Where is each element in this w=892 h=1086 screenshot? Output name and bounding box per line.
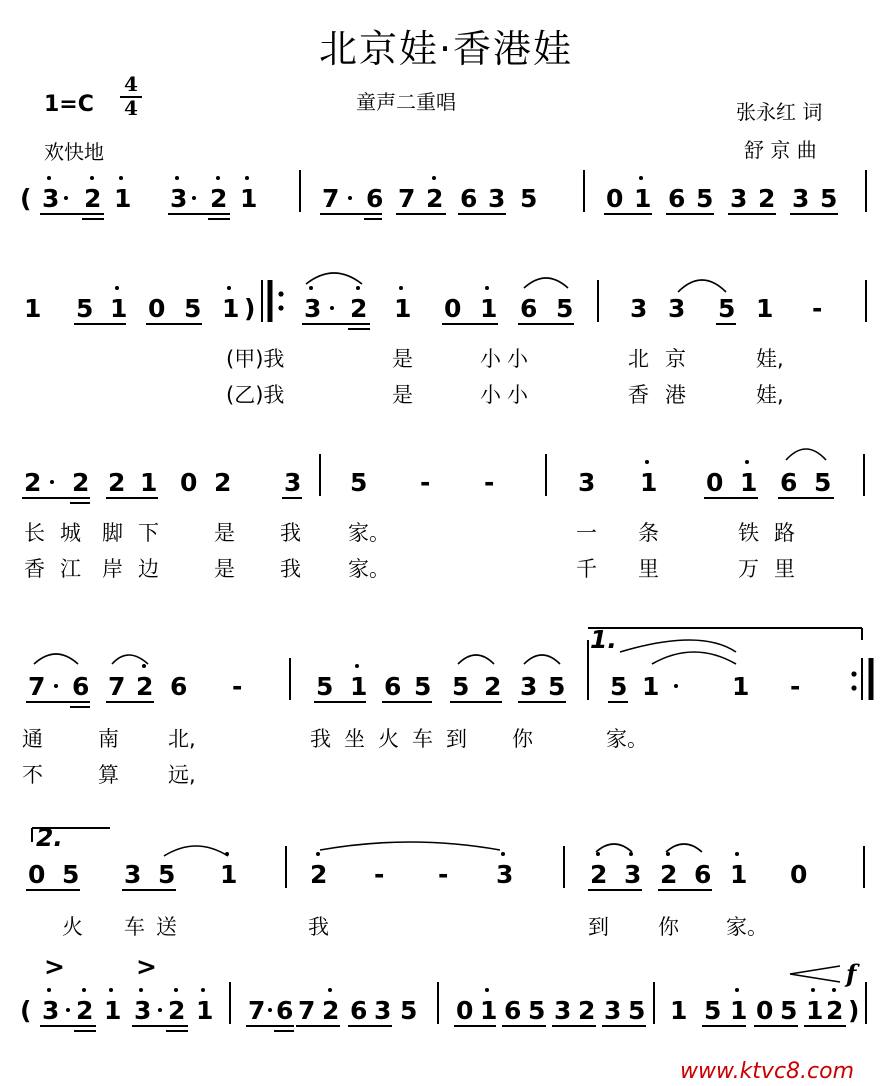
score-line-1 (20, 170, 866, 219)
meter-top: 4 (120, 74, 142, 98)
svg-text:3: 3 (170, 184, 188, 213)
svg-text:7: 7 (28, 672, 46, 701)
svg-text:1: 1 (480, 996, 498, 1025)
svg-text:1: 1 (730, 860, 748, 889)
svg-text:6: 6 (350, 996, 368, 1025)
lyric-cell: 岸 (102, 557, 123, 581)
svg-text:7: 7 (398, 184, 416, 213)
lyric-cell: 我 (308, 915, 329, 939)
svg-text:(: ( (20, 184, 32, 213)
lyric-cell: 到 (588, 915, 609, 939)
svg-text:-: - (790, 672, 801, 701)
svg-text:2: 2 (310, 860, 328, 889)
lyric-cell: 脚 (102, 521, 123, 545)
lyric-cell: 车 (124, 915, 145, 939)
lyric-cell: (乙)我 (226, 383, 285, 407)
svg-text:1: 1 (730, 996, 748, 1025)
svg-text:5: 5 (76, 294, 94, 323)
svg-text:7: 7 (298, 996, 316, 1025)
svg-text:2: 2 (168, 996, 186, 1025)
lyric-cell: 万 (738, 557, 759, 581)
svg-text:7: 7 (322, 184, 340, 213)
svg-text:5: 5 (610, 672, 628, 701)
svg-text:1: 1 (350, 672, 368, 701)
svg-text:1: 1 (670, 996, 688, 1025)
dynamic-forte: f (846, 959, 857, 988)
svg-text:0: 0 (28, 860, 46, 889)
accent-mark: > (136, 952, 157, 981)
svg-text:2: 2 (322, 996, 340, 1025)
svg-text:3: 3 (488, 184, 506, 213)
lyric-cell: 你 (658, 915, 679, 939)
svg-text:3: 3 (496, 860, 514, 889)
svg-text:0: 0 (790, 860, 808, 889)
song-title: 北京娃·香港娃 (318, 27, 574, 71)
svg-text:2: 2 (578, 996, 596, 1025)
svg-text:2: 2 (76, 996, 94, 1025)
svg-text:5: 5 (628, 996, 646, 1025)
svg-text:1: 1 (110, 294, 128, 323)
svg-text:1: 1 (642, 672, 660, 701)
svg-text:3: 3 (42, 996, 60, 1025)
svg-text:1: 1 (394, 294, 412, 323)
volta-1: 1. (590, 625, 617, 654)
svg-text:2: 2 (660, 860, 678, 889)
svg-text:): ) (244, 294, 256, 323)
svg-text:5: 5 (704, 996, 722, 1025)
lyrics-4a (22, 727, 648, 751)
lyric-cell: 是 (392, 347, 413, 371)
lyric-cell: 北, (168, 727, 196, 751)
lyric-cell: 江 (60, 557, 81, 581)
svg-text:1: 1 (196, 996, 214, 1025)
svg-text:5: 5 (780, 996, 798, 1025)
lyricist-credit: 张永红 词 (736, 100, 823, 124)
score-line-4 (22, 625, 871, 787)
svg-text:2: 2 (136, 672, 154, 701)
svg-text:6: 6 (170, 672, 188, 701)
svg-text:5: 5 (414, 672, 432, 701)
svg-text:6: 6 (384, 672, 402, 701)
lyrics-2b (226, 383, 784, 407)
lyric-cell: 铁 (738, 521, 759, 545)
svg-text:2: 2 (24, 468, 42, 497)
svg-text:1: 1 (732, 672, 750, 701)
svg-text:5: 5 (820, 184, 838, 213)
lyric-cell: 是 (214, 521, 235, 545)
svg-text:5: 5 (350, 468, 368, 497)
lyric-cell: 通 (22, 727, 43, 751)
svg-text:1: 1 (220, 860, 238, 889)
svg-text:3: 3 (730, 184, 748, 213)
svg-text:6: 6 (276, 996, 294, 1025)
svg-text:3: 3 (792, 184, 810, 213)
svg-text:-: - (374, 860, 385, 889)
svg-text:6: 6 (366, 184, 384, 213)
lyric-cell: 家。 (348, 521, 390, 545)
svg-text:3: 3 (134, 996, 152, 1025)
lyric-cell: 路 (774, 521, 795, 545)
svg-text:3: 3 (624, 860, 642, 889)
lyric-cell: 家。 (348, 557, 390, 581)
svg-text:3: 3 (520, 672, 538, 701)
lyric-cell: 远, (168, 763, 196, 787)
lyric-cell: 长 (24, 521, 45, 545)
lyric-cell: 坐 (344, 727, 365, 751)
svg-text:3: 3 (604, 996, 622, 1025)
lyric-cell: 家。 (726, 915, 768, 939)
svg-text:3: 3 (42, 184, 60, 213)
lyric-cell: 火 (378, 727, 399, 751)
tempo-marking: 欢快地 (44, 140, 104, 164)
svg-text:1: 1 (24, 294, 42, 323)
lyric-cell: 火 (62, 915, 83, 939)
lyric-cell: 我 (280, 521, 301, 545)
lyric-cell: 家。 (606, 727, 648, 751)
lyric-cell: 条 (638, 521, 659, 545)
svg-text:5: 5 (528, 996, 546, 1025)
svg-text:1: 1 (240, 184, 258, 213)
svg-text:6: 6 (668, 184, 686, 213)
lyric-cell: 送 (156, 915, 177, 939)
svg-text:2: 2 (484, 672, 502, 701)
meter-bottom: 4 (124, 96, 138, 120)
lyric-cell: 是 (392, 383, 413, 407)
volta-2: 2. (36, 823, 63, 852)
score-line-6 (20, 952, 866, 1031)
lyric-cell: 千 (576, 557, 597, 581)
svg-text:1: 1 (740, 468, 758, 497)
lyrics-3b (24, 557, 795, 581)
svg-text:3: 3 (630, 294, 648, 323)
svg-text:0: 0 (444, 294, 462, 323)
svg-text:1: 1 (104, 996, 122, 1025)
composer-credit: 舒 京 曲 (744, 138, 817, 162)
svg-text:-: - (484, 468, 495, 497)
lyric-cell: 香港 (628, 383, 702, 407)
lyric-cell: 你 (512, 727, 533, 751)
key-signature: 1=C (44, 92, 94, 117)
svg-text:1: 1 (480, 294, 498, 323)
svg-text:2: 2 (108, 468, 126, 497)
svg-text:6: 6 (504, 996, 522, 1025)
svg-text:0: 0 (148, 294, 166, 323)
svg-text:5: 5 (158, 860, 176, 889)
lyric-cell: 香 (24, 557, 45, 581)
svg-text:3: 3 (554, 996, 572, 1025)
lyric-cell: (甲)我 (226, 347, 285, 371)
lyric-cell: 不 (22, 763, 43, 787)
svg-text:2: 2 (758, 184, 776, 213)
svg-text:): ) (848, 996, 860, 1025)
svg-text:2: 2 (214, 468, 232, 497)
svg-text:3: 3 (374, 996, 392, 1025)
score-line-3 (22, 449, 864, 581)
svg-text:5: 5 (184, 294, 202, 323)
svg-text:7: 7 (248, 996, 266, 1025)
svg-text:2: 2 (590, 860, 608, 889)
lyric-cell: 娃, (756, 347, 784, 371)
svg-text:1: 1 (222, 294, 240, 323)
lyrics-4b (22, 763, 196, 787)
svg-text:2: 2 (84, 184, 102, 213)
svg-text:6: 6 (694, 860, 712, 889)
svg-text:2: 2 (210, 184, 228, 213)
svg-text:5: 5 (718, 294, 736, 323)
accent-mark: > (44, 952, 65, 981)
lyric-cell: 我 (280, 557, 301, 581)
svg-text:0: 0 (606, 184, 624, 213)
song-subtitle: 童声二重唱 (356, 90, 456, 114)
svg-text:7: 7 (108, 672, 126, 701)
lyric-cell: 里 (638, 557, 659, 581)
svg-text:1: 1 (640, 468, 658, 497)
lyrics-3a (24, 521, 795, 545)
svg-text:1: 1 (634, 184, 652, 213)
lyrics-2a (226, 347, 784, 371)
svg-text:5: 5 (400, 996, 418, 1025)
svg-text:-: - (438, 860, 449, 889)
svg-text:3: 3 (124, 860, 142, 889)
lyric-cell: 下 (138, 521, 159, 545)
svg-text:5: 5 (696, 184, 714, 213)
lyric-cell: 小小 (480, 347, 534, 371)
lyric-cell: 是 (214, 557, 235, 581)
svg-text:0: 0 (456, 996, 474, 1025)
lyric-cell: 南 (98, 727, 119, 751)
svg-text:5: 5 (556, 294, 574, 323)
svg-text:1: 1 (756, 294, 774, 323)
lyric-cell: 北京 (628, 347, 702, 371)
svg-text:6: 6 (72, 672, 90, 701)
lyric-cell: 小小 (480, 383, 534, 407)
svg-text:-: - (812, 294, 823, 323)
svg-text:3: 3 (304, 294, 322, 323)
lyric-cell: 我 (310, 727, 331, 751)
svg-text:0: 0 (180, 468, 198, 497)
svg-text:6: 6 (520, 294, 538, 323)
svg-text:5: 5 (316, 672, 334, 701)
svg-text:2: 2 (72, 468, 90, 497)
lyric-cell: 一 (576, 521, 597, 545)
lyric-cell: 城 (60, 521, 81, 545)
svg-text:-: - (232, 672, 243, 701)
svg-text:-: - (420, 468, 431, 497)
score-line-2 (24, 273, 866, 407)
svg-text:1: 1 (114, 184, 132, 213)
svg-text:2: 2 (826, 996, 844, 1025)
lyric-cell: 娃, (756, 383, 784, 407)
lyric-cell: 里 (774, 557, 795, 581)
svg-text:1: 1 (806, 996, 824, 1025)
lyric-cell: 车 (412, 727, 433, 751)
svg-text:3: 3 (284, 468, 302, 497)
svg-text:6: 6 (780, 468, 798, 497)
lyric-cell: 算 (98, 763, 119, 787)
svg-text:3: 3 (578, 468, 596, 497)
svg-text:5: 5 (452, 672, 470, 701)
svg-text:1: 1 (140, 468, 158, 497)
score-line-5 (26, 823, 864, 939)
svg-text:5: 5 (814, 468, 832, 497)
svg-text:0: 0 (706, 468, 724, 497)
svg-text:3: 3 (668, 294, 686, 323)
svg-text:5: 5 (548, 672, 566, 701)
svg-text:2: 2 (426, 184, 444, 213)
lyric-cell: 边 (138, 557, 159, 581)
svg-text:5: 5 (62, 860, 80, 889)
svg-text:6: 6 (460, 184, 478, 213)
lyrics-5a (62, 915, 768, 939)
svg-text:5: 5 (520, 184, 538, 213)
watermark: www.ktvc8.com (680, 1059, 855, 1084)
svg-text:0: 0 (756, 996, 774, 1025)
lyric-cell: 到 (446, 727, 467, 751)
svg-text:(: ( (20, 996, 32, 1025)
svg-text:2: 2 (350, 294, 368, 323)
